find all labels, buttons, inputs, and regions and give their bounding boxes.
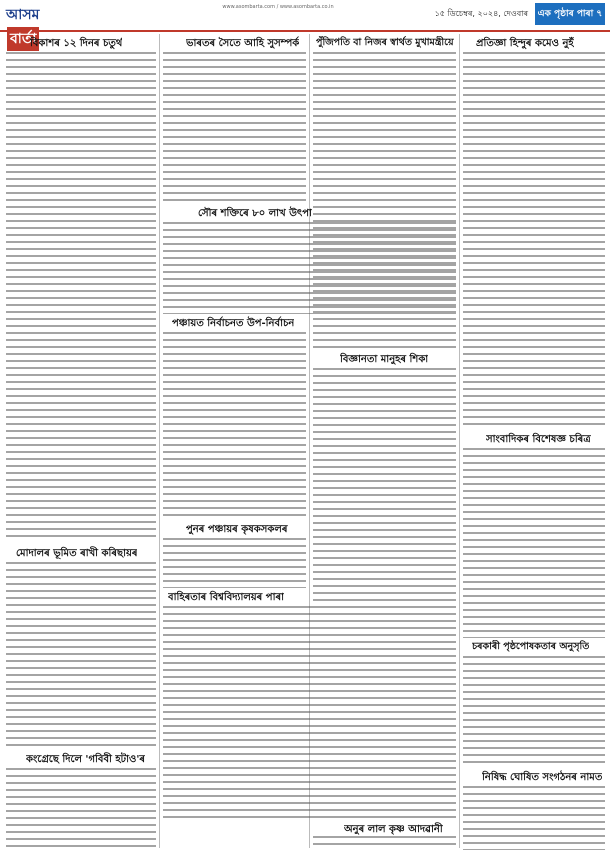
article-body-a3 [313, 52, 456, 348]
article-body-a15 [313, 836, 456, 850]
article-body-a13 [6, 768, 156, 850]
article-body-a7 [313, 368, 456, 604]
logo-left-text: আসম [6, 7, 40, 23]
headline-a11: বাহিৰতাৰ বিশ্ববিদ্যালয়ৰ পাৰা [168, 592, 285, 603]
headline-a5: সৌৰ শক্তিৰে ৮০ লাখ উৎপা [198, 208, 312, 219]
headline-a7: বিজ্ঞানতা মানুহৰ শিকা [340, 354, 429, 365]
headline-a10: মোদালৰ ভূমিত ৰাখী কৰিছায়ৰ [16, 548, 138, 559]
article-body-a11 [163, 606, 456, 818]
article-body-a14 [463, 786, 605, 850]
issue-date: ১৫ ডিচেম্বৰ, ২০২৪, দেওবাৰ [434, 9, 528, 18]
headline-a1: বিকাশৰ ১২ দিনৰ চতুৰ্থ [30, 38, 123, 49]
article-body-a10 [6, 562, 156, 748]
headline-a3: পুঁজিপতি বা নিজৰ স্বাৰ্থত মুখামন্ত্ৰীয়ে [316, 37, 454, 48]
headline-a12: চৰকাৰী পৃষ্ঠপোষকতাৰ অনুসৃতি [472, 641, 590, 652]
newspaper-logo [6, 3, 72, 47]
logo-right-text: বাৰ্তা [7, 27, 39, 51]
website-tagline: www.asombarta.com / www.asombarta.co.in [222, 4, 334, 10]
column-divider [459, 34, 460, 848]
headline-a15: অনুৰ লাল কৃষ্ণ আদৱানী [344, 824, 443, 835]
headline-a13: কংগ্ৰেছে দিলে 'গবিবী হটাও'ৰ [26, 754, 146, 765]
headline-a6: পঞ্চায়ত নিৰ্বাচনত উপ-নিৰ্বাচন [172, 318, 295, 329]
headline-a4: প্ৰতিজ্ঞা হিন্দুৰ কমেও নুহঁ [476, 38, 574, 49]
page-label: এক পৃষ্ঠাৰ পাৰা [537, 9, 594, 19]
headline-a2: ভাৰতৰ সৈতে আহি সুসম্পৰ্ক [186, 38, 300, 49]
article-body-a8 [463, 448, 605, 638]
page-number: ৭ [596, 9, 603, 19]
headline-a8: সাংবাদিকৰ বিশেষজ্ঞ চৰিত্ৰ [486, 434, 591, 445]
page-number-box [535, 3, 605, 25]
article-body-a4 [463, 52, 605, 430]
article-body-a12 [463, 656, 605, 764]
article-body-a2 [163, 52, 306, 204]
headline-a14: নিষিদ্ধ ঘোষিত সংগঠনৰ নামত [482, 772, 603, 783]
headline-a9: পুনৰ পঞ্চায়ৰ কৃষকসকলৰ [186, 524, 288, 535]
article-body-a1 [6, 52, 156, 542]
article-body-a9 [163, 538, 306, 588]
column-divider [159, 34, 160, 848]
article-body-a6 [163, 332, 306, 518]
